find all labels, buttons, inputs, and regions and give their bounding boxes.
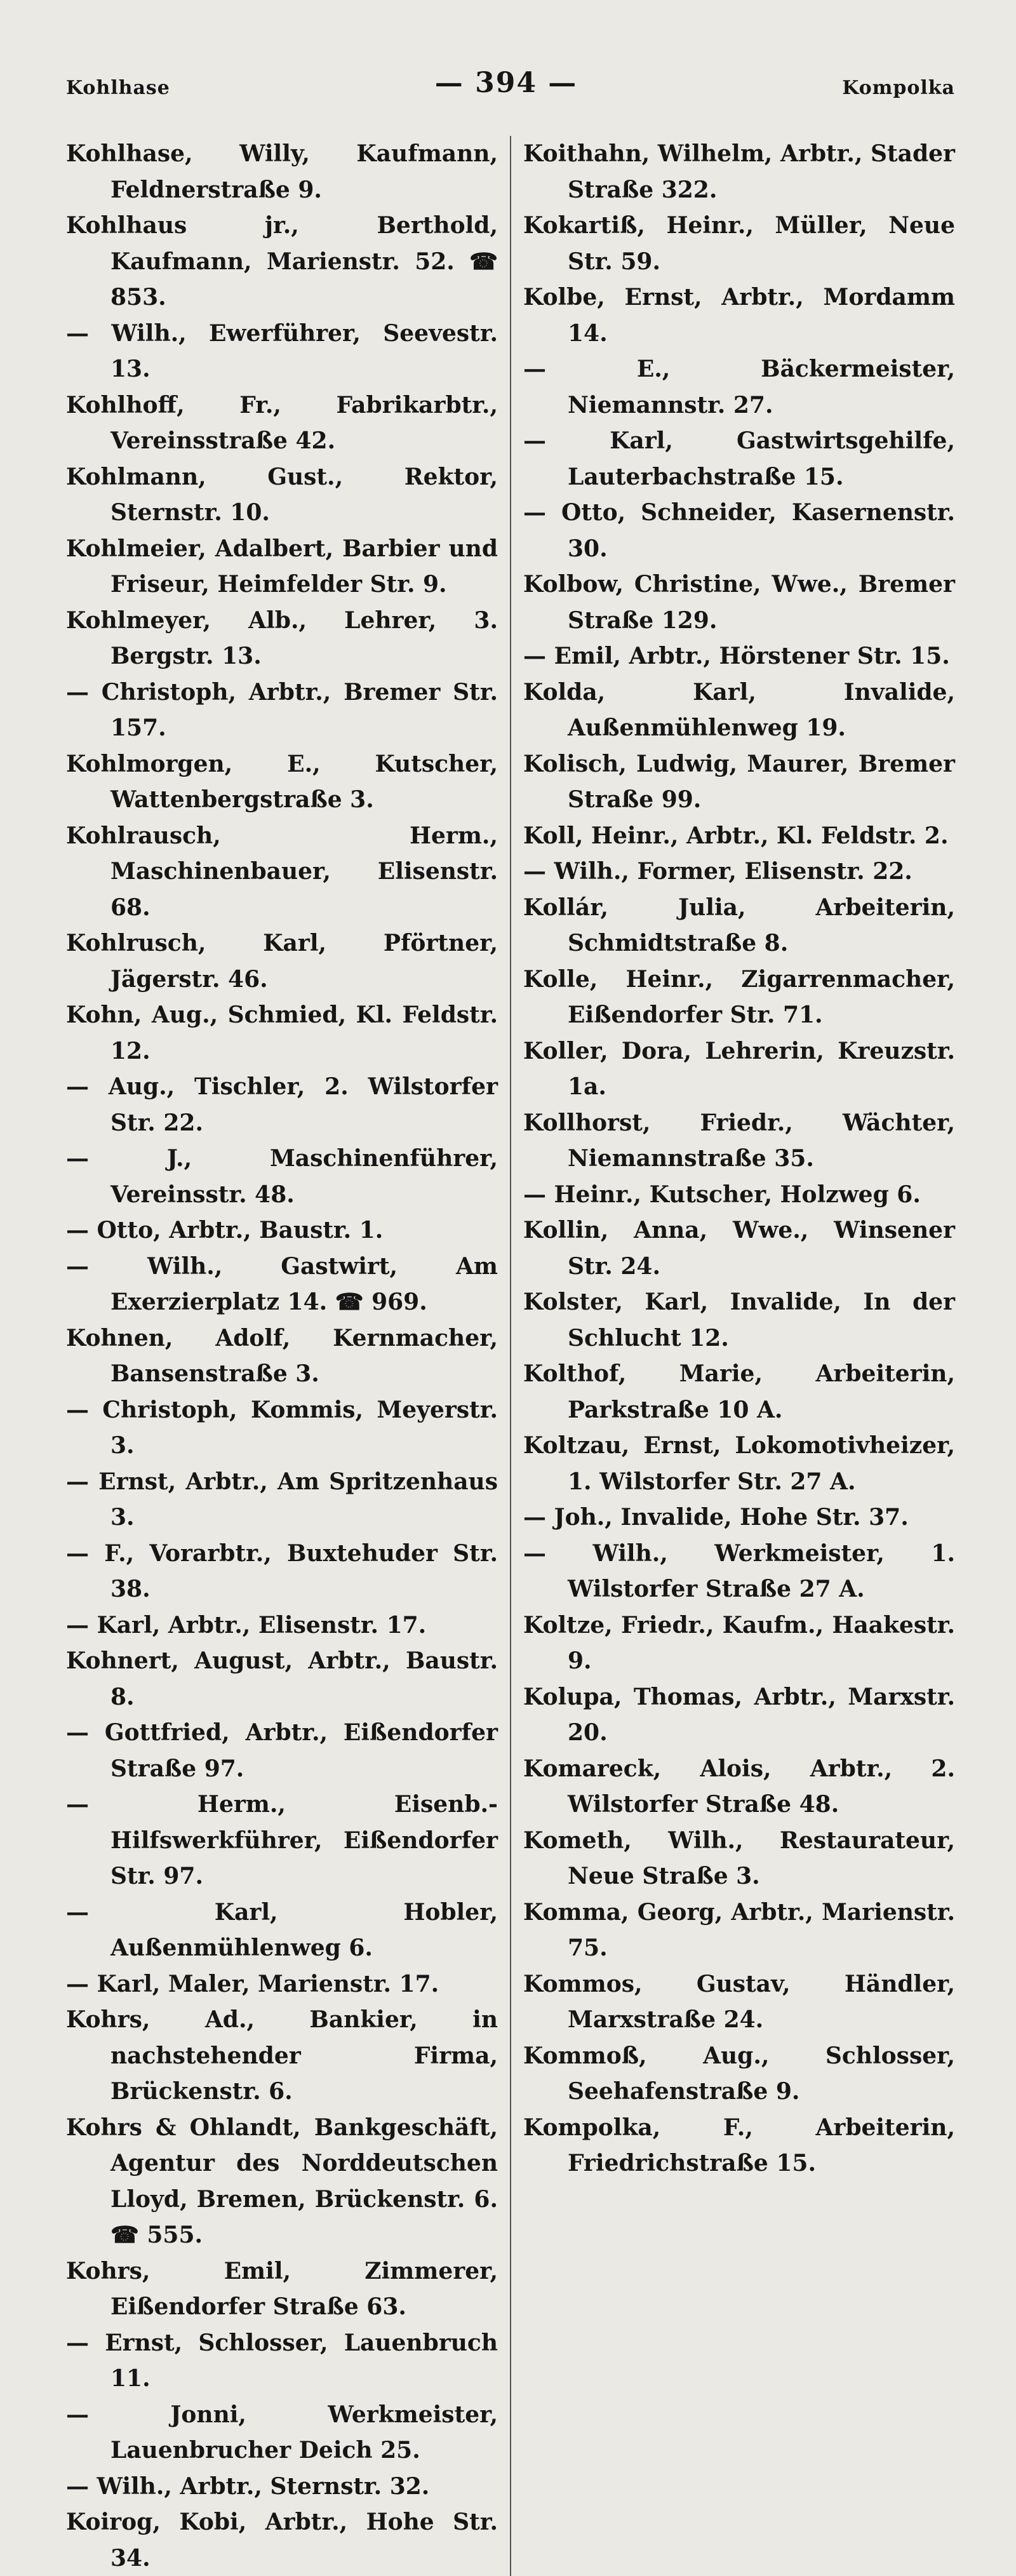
directory-entry: — Wilh., Ewerführer, Seevestr. 13. bbox=[66, 319, 506, 382]
page-header bbox=[66, 53, 955, 99]
directory-entry: Kommoß, Aug., Schlosser, Seehafenstraße 9. bbox=[523, 2042, 963, 2105]
directory-entry: Kohlmeyer, Alb., Lehrer, 3. Bergstr. 13. bbox=[66, 607, 506, 669]
directory-entry: — Karl, Maler, Marienstr. 17. bbox=[66, 1970, 439, 1997]
directory-entry: Kolbe, Ernst, Arbtr., Mordamm 14. bbox=[523, 284, 963, 347]
directory-entry: — Wilh., Gastwirt, Am Exerzierplatz 14. ☎ 969. bbox=[66, 1252, 506, 1315]
directory-entry: Komma, Georg, Arbtr., Marienstr. 75. bbox=[523, 1898, 963, 1961]
directory-entry: Kollhorst, Friedr., Wächter, Niemannstraße 35. bbox=[523, 1109, 963, 1172]
directory-entry: — Wilh., Arbtr., Sternstr. 32. bbox=[66, 2472, 430, 2500]
directory-entry: Kolle, Heinr., Zigarrenmacher, Eißendorfer Str. 71. bbox=[523, 965, 963, 1028]
directory-entry: Kohlhase, Willy, Kaufmann, Feldnerstraße 9. bbox=[66, 140, 506, 203]
directory-entry: — Christoph, Arbtr., Bremer Str. 157. bbox=[66, 678, 506, 741]
directory-entry: Kohrs, Emil, Zimmerer, Eißendorfer Straße 63. bbox=[66, 2257, 506, 2320]
directory-entry: — Heinr., Kutscher, Holzweg 6. bbox=[523, 1181, 921, 1208]
directory-entry: Koithahn, Wilhelm, Arbtr., Stader Straße 322. bbox=[523, 140, 963, 203]
directory-entry: Koltze, Friedr., Kaufm., Haakestr. 9. bbox=[523, 1611, 963, 1674]
directory-entry: Kohn, Aug., Schmied, Kl. Feldstr. 12. bbox=[66, 1002, 506, 1064]
directory-entry: Komareck, Alois, Arbtr., 2. Wilstorfer Straße 48. bbox=[523, 1755, 963, 1818]
left-column bbox=[66, 136, 506, 2576]
directory-entry: — Karl, Hobler, Außenmühlenweg 6. bbox=[66, 1898, 506, 1961]
directory-entry: — Gottfried, Arbtr., Eißendorfer Straße 97. bbox=[66, 1719, 506, 1782]
directory-entry: Koirog, Kobi, Arbtr., Hohe Str. 34. bbox=[66, 2509, 506, 2572]
directory-entry: Kohlmeier, Adalbert, Barbier und Friseur, Heimfelder Str. 9. bbox=[66, 535, 506, 598]
directory-entry: — Herm., Eisenb.-Hilfswerkführer, Eißendorfer Str. 97. bbox=[66, 1791, 506, 1889]
directory-entry: Kommos, Gustav, Händler, Marxstraße 24. bbox=[523, 1970, 963, 2033]
directory-entry: Kohrs, Ad., Bankier, in nachstehender Firma, Brückenstr. 6. bbox=[66, 2006, 506, 2105]
directory-entry: Kompolka, F., Arbeiterin, Friedrichstraße 15. bbox=[523, 2114, 963, 2177]
directory-entry: Kollár, Julia, Arbeiterin, Schmidtstraße 8. bbox=[523, 894, 963, 956]
directory-entry: Kohnen, Adolf, Kernmacher, Bansenstraße 3. bbox=[66, 1324, 506, 1387]
directory-entry: — J., Maschinenführer, Vereinsstr. 48. bbox=[66, 1145, 506, 1208]
directory-entry: — Joh., Invalide, Hohe Str. 37. bbox=[523, 1504, 909, 1531]
directory-entry: Koll, Heinr., Arbtr., Kl. Feldstr. 2. bbox=[523, 822, 949, 849]
directory-entry: Koltzau, Ernst, Lokomotivheizer, 1. Wilstorfer Str. 27 A. bbox=[523, 1432, 963, 1495]
directory-entry: Kohlmann, Gust., Rektor, Sternstr. 10. bbox=[66, 463, 506, 526]
directory-entry: Kohrs & Ohlandt, Bankgeschäft, Agentur des Norddeutschen Lloyd, Bremen, Brückenstr. 6. ☎ 555. bbox=[66, 2114, 506, 2248]
directory-entry: — Christoph, Kommis, Meyerstr. 3. bbox=[66, 1396, 506, 1459]
directory-entry: Kolster, Karl, Invalide, In der Schlucht 12. bbox=[523, 1289, 963, 1352]
directory-entry: Kohlhaus jr., Berthold, Kaufmann, Marienstr. 52. ☎ 853. bbox=[66, 212, 506, 311]
directory-entry: Kometh, Wilh., Restaurateur, Neue Straße 3. bbox=[523, 1827, 963, 1889]
header-last-entry: Kompolka bbox=[842, 77, 955, 99]
directory-entry: Kohlrausch, Herm., Maschinenbauer, Elisenstr. 68. bbox=[66, 822, 506, 921]
right-column bbox=[523, 136, 963, 2576]
directory-entry: Kolisch, Ludwig, Maurer, Bremer Straße 99. bbox=[523, 750, 963, 813]
page-number: — 394 — bbox=[434, 67, 578, 99]
directory-entry: Kolupa, Thomas, Arbtr., Marxstr. 20. bbox=[523, 1683, 963, 1746]
directory-entry: — Ernst, Schlosser, Lauenbruch 11. bbox=[66, 2329, 506, 2392]
directory-entry: — E., Bäckermeister, Niemannstr. 27. bbox=[523, 356, 963, 419]
directory-entry: Kolbow, Christine, Wwe., Bremer Straße 129. bbox=[523, 571, 963, 634]
directory-entry: Koller, Dora, Lehrerin, Kreuzstr. 1a. bbox=[523, 1037, 963, 1100]
directory-entry: Kohlmorgen, E., Kutscher, Wattenbergstraße 3. bbox=[66, 750, 506, 813]
directory-entry: — Aug., Tischler, 2. Wilstorfer Str. 22. bbox=[66, 1073, 506, 1136]
directory-entry: Kollin, Anna, Wwe., Winsener Str. 24. bbox=[523, 1217, 963, 1280]
directory-entry: Kohlhoff, Fr., Fabrikarbtr., Vereinsstraße 42. bbox=[66, 391, 506, 454]
directory-entry: Kokartiß, Heinr., Müller, Neue Str. 59. bbox=[523, 212, 963, 275]
column-divider bbox=[510, 136, 511, 2576]
directory-entry: — Wilh., Former, Elisenstr. 22. bbox=[523, 858, 912, 885]
directory-entry: Kohlrusch, Karl, Pförtner, Jägerstr. 46. bbox=[66, 930, 506, 993]
directory-entry: — Karl, Gastwirtsgehilfe, Lauterbachstraße 15. bbox=[523, 427, 963, 490]
directory-entry: — F., Vorarbtr., Buxtehuder Str. 38. bbox=[66, 1540, 506, 1602]
entry-columns bbox=[66, 136, 963, 2576]
directory-entry: Kolda, Karl, Invalide, Außenmühlenweg 19. bbox=[523, 678, 963, 741]
header-first-entry: Kohlhase bbox=[66, 77, 170, 99]
directory-entry: Kohnert, August, Arbtr., Baustr. 8. bbox=[66, 1647, 506, 1710]
directory-entry: — Ernst, Arbtr., Am Spritzenhaus 3. bbox=[66, 1468, 506, 1531]
directory-entry: — Jonni, Werkmeister, Lauenbrucher Deich 25. bbox=[66, 2401, 506, 2464]
directory-entry: — Otto, Arbtr., Baustr. 1. bbox=[66, 1217, 384, 1244]
directory-entry: — Otto, Schneider, Kasernenstr. 30. bbox=[523, 499, 963, 562]
directory-entry: — Wilh., Werkmeister, 1. Wilstorfer Straße 27 A. bbox=[523, 1540, 963, 1602]
directory-entry: — Emil, Arbtr., Hörstener Str. 15. bbox=[523, 643, 950, 669]
directory-entry: — Karl, Arbtr., Elisenstr. 17. bbox=[66, 1611, 427, 1639]
directory-entry: Kolthof, Marie, Arbeiterin, Parkstraße 10 A. bbox=[523, 1360, 963, 1423]
